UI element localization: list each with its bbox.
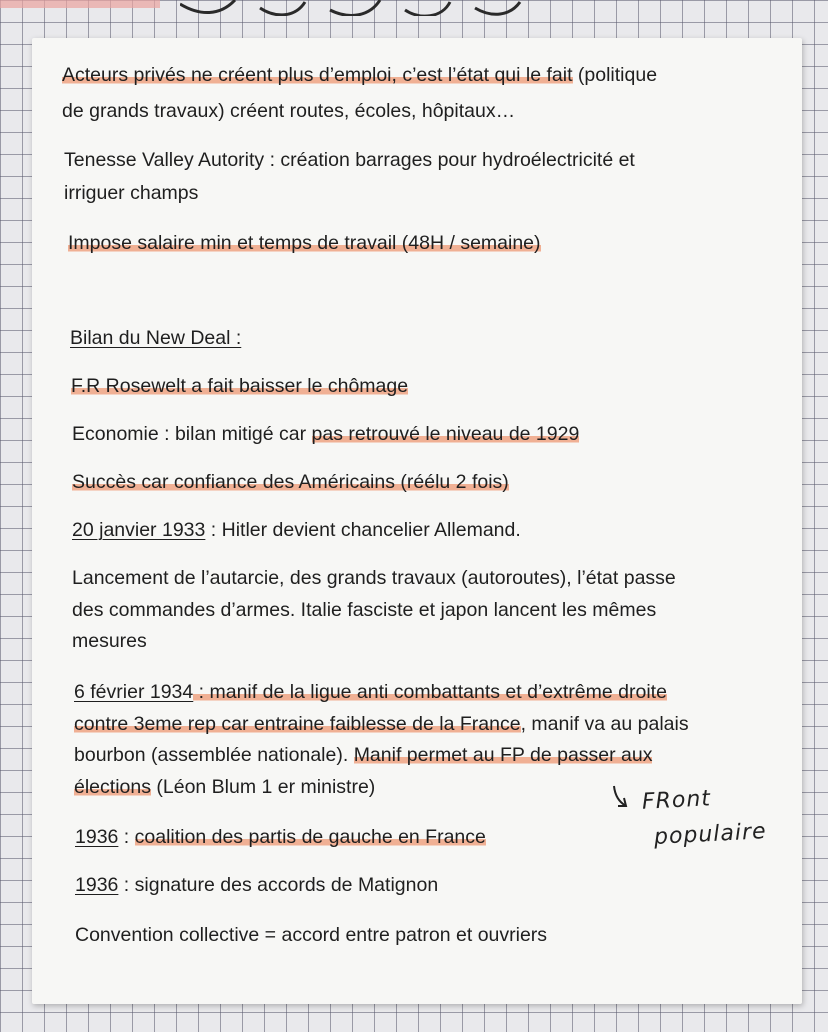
text-line-16: bourbon (assemblée nationale). Manif permet au FP de passer aux [74,744,653,766]
text-line-8: Economie : bilan mitigé car pas retrouvé le niveau de 1929 [72,423,580,445]
text-line-15: contre 3eme rep car entraine faiblesse de la France, manif va au palais [74,713,689,735]
text-line-4: irriguer champs [64,182,199,204]
text-line-9: Succès car confiance des Américains (réélu 2 fois) [72,471,509,493]
top-handwriting-fragment [180,0,560,16]
text-line-13: mesures [72,630,147,652]
text-line-2: de grands travaux) créent routes, écoles, hôpitaux… [62,100,516,122]
text-line-5: Impose salaire min et temps de travail (48H / semaine) [68,232,541,254]
text-line-18: 1936 : coalition des partis de gauche en France [75,826,486,848]
text-line-7: F.R Rosewelt a fait baisser le chômage [71,375,409,397]
text-line-20: Convention collective = accord entre patron et ouvriers [75,924,548,946]
handwritten-annotation [606,782,806,892]
text-line-17: élections (Léon Blum 1 er ministre) [74,776,376,798]
handwritten-arrow-icon [606,782,646,822]
text-line-19: 1936 : signature des accords de Matignon [75,874,439,896]
annotation-line-1: FRont [641,786,712,815]
annotation-line-2: populaire [653,819,768,850]
notes-sheet [32,38,802,1004]
top-pink-mark [0,0,160,8]
text-line-3: Tenesse Valley Autority : création barrages pour hydroélectricité et [64,149,635,171]
section-title-bilan: Bilan du New Deal : [70,327,242,349]
text-line-10: 20 janvier 1933 : Hitler devient chancelier Allemand. [72,519,521,541]
text-line-14: 6 février 1934 : manif de la ligue anti combattants et d’extrême droite [74,681,667,703]
text-line-12: des commandes d’armes. Italie fasciste et japon lancent les mêmes [72,599,657,621]
text-line-1: Acteurs privés ne créent plus d’emploi, c’est l’état qui le fait (politique [62,64,658,86]
text-line-11: Lancement de l’autarcie, des grands travaux (autoroutes), l’état passe [72,567,676,589]
